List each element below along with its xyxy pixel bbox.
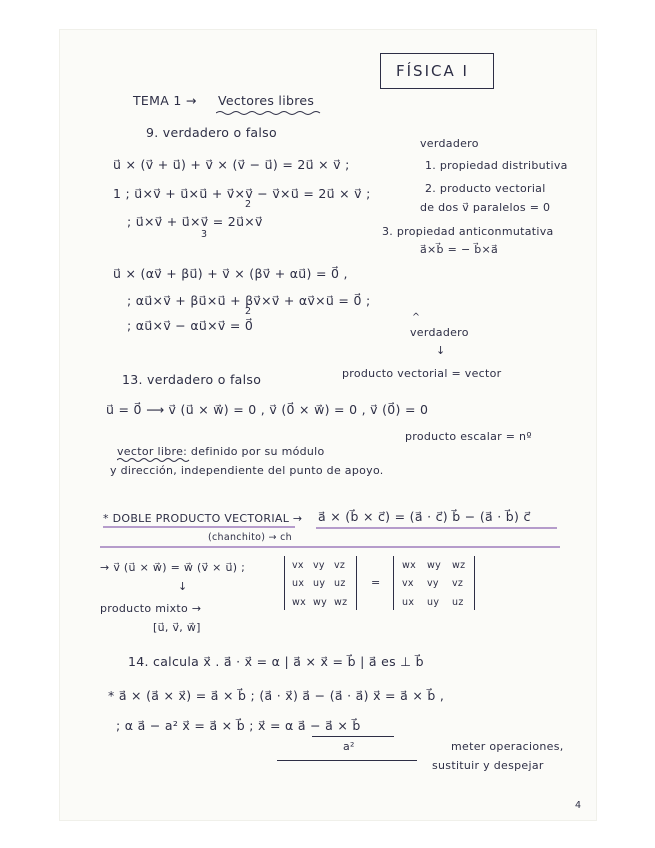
ex9-heading: 9. verdadero o falso bbox=[146, 125, 277, 140]
ex9b-line1: u⃗ × (αv⃗ + βu⃗) + v⃗ × (βv⃗ + αu⃗) = 0⃗ , bbox=[113, 266, 348, 281]
det2-cell: wy bbox=[427, 560, 441, 571]
ex13-line1: u⃗ = 0⃗ ⟶ v⃗ (u⃗ × w⃗) = 0 , v⃗ (0⃗ × w⃗) = 0 , v⃗ (0⃗) = 0 bbox=[106, 402, 429, 417]
det1-cell: vx bbox=[292, 560, 304, 571]
det2-cell: vx bbox=[402, 578, 414, 589]
ex14-line1: * a⃗ × (a⃗ × x⃗) = a⃗ × b⃗ ; (a⃗ · x⃗) a⃗ − (a⃗ · a⃗) x⃗ = a⃗ × b⃗ , bbox=[108, 688, 445, 703]
result-underline bbox=[277, 760, 417, 761]
ex9-note3b: a⃗×b⃗ = − b⃗×a⃗ bbox=[420, 243, 499, 256]
ex13-def1: vector libre: definido por su módulo bbox=[117, 445, 325, 458]
det2-left-bar bbox=[393, 556, 394, 610]
det1-cell: uz bbox=[334, 578, 346, 589]
det1-cell: uy bbox=[313, 578, 326, 589]
det1-cell: wx bbox=[292, 597, 306, 608]
doble-formula-underline bbox=[316, 527, 557, 529]
det2-cell: vy bbox=[427, 578, 439, 589]
det-equals: = bbox=[371, 576, 381, 589]
det2-cell: uy bbox=[427, 597, 440, 608]
ex9-sub3: 3 bbox=[201, 229, 208, 240]
ex13-note-bottom: producto escalar = nº bbox=[405, 430, 532, 443]
det1-cell: ux bbox=[292, 578, 305, 589]
ex9-note1: 1. propiedad distributiva bbox=[425, 159, 568, 172]
ex9-sub2: 2 bbox=[245, 199, 252, 210]
det2-cell: wz bbox=[452, 560, 466, 571]
doble-label: * DOBLE PRODUCTO VECTORIAL → bbox=[103, 512, 303, 525]
ex9-line2: 1 ; u⃗×v⃗ + u⃗×u⃗ + v⃗×v⃗ − v⃗×u⃗ = 2u⃗ × v⃗ ; bbox=[113, 186, 371, 201]
page-title: FÍSICA I bbox=[396, 62, 469, 80]
fraction-bar bbox=[312, 736, 394, 737]
ex14-note2: sustituir y despejar bbox=[432, 759, 544, 772]
ex9b-arrow-up: ^ bbox=[412, 312, 421, 323]
wavy-underline bbox=[216, 110, 324, 116]
det2-cell: vz bbox=[452, 578, 464, 589]
ex13-note-top: producto vectorial = vector bbox=[342, 367, 502, 380]
page-number: 4 bbox=[575, 800, 582, 811]
doble-formula: a⃗ × (b⃗ × c⃗) = (a⃗ · c⃗) b⃗ − (a⃗ · b⃗) c⃗ bbox=[318, 509, 531, 524]
det2-cell: uz bbox=[452, 597, 464, 608]
section-divider bbox=[100, 546, 560, 548]
ex9b-answer: verdadero bbox=[410, 326, 469, 339]
ex14-denominator: a² bbox=[343, 740, 355, 753]
det1-cell: vz bbox=[334, 560, 346, 571]
det1-cell: wy bbox=[313, 597, 327, 608]
det1-left-bar bbox=[284, 556, 285, 610]
ex14-heading: 14. calcula x⃗ . a⃗ · x⃗ = α | a⃗ × x⃗ = b⃗ | a⃗ es ⊥ b⃗ bbox=[128, 654, 424, 669]
ex9b-line2: ; αu⃗×v⃗ + βu⃗×u⃗ + βv⃗×v⃗ + αv⃗×u⃗ = 0⃗ ; bbox=[127, 293, 371, 308]
mixto-notation: [u⃗, v⃗, w⃗] bbox=[153, 621, 201, 634]
tema-label: TEMA 1 → bbox=[133, 93, 197, 108]
ex14-note1: meter operaciones, bbox=[451, 740, 564, 753]
mixto-line: → v⃗ (u⃗ × w⃗) = w⃗ (v⃗ × u⃗) ; bbox=[100, 561, 246, 574]
det1-cell: vy bbox=[313, 560, 325, 571]
ex9b-line3: ; αu⃗×v⃗ − αu⃗×v⃗ = 0⃗ bbox=[127, 318, 254, 333]
ex14-line2: ; α a⃗ − a² x⃗ = a⃗ × b⃗ ; x⃗ = α a⃗ − a⃗ × b⃗ bbox=[116, 718, 361, 733]
ex9b-sub2: 2 bbox=[245, 306, 252, 317]
doble-label-underline bbox=[103, 526, 295, 528]
ex9b-arrow-down: ↓ bbox=[436, 344, 446, 357]
ex9-note2b: de dos v⃗ paralelos = 0 bbox=[420, 201, 551, 214]
doble-hint: (chanchito) → ch bbox=[208, 532, 292, 543]
mixto-arrow: ↓ bbox=[178, 580, 188, 593]
det2-right-bar bbox=[474, 556, 475, 610]
ex13-def2: y dirección, independiente del punto de apoyo. bbox=[110, 464, 384, 477]
wavy-underline-vector-libre bbox=[117, 457, 192, 463]
det1-right-bar bbox=[356, 556, 357, 610]
ex9-line1: u⃗ × (v⃗ + u⃗) + v⃗ × (v⃗ − u⃗) = 2u⃗ × v⃗ ; bbox=[113, 157, 350, 172]
mixto-label: producto mixto → bbox=[100, 602, 202, 615]
ex9-note2: 2. producto vectorial bbox=[425, 182, 546, 195]
ex9-line3: ; u⃗×v⃗ + u⃗×v⃗ = 2u⃗×v⃗ bbox=[127, 214, 263, 229]
det1-cell: wz bbox=[334, 597, 348, 608]
ex13-heading: 13. verdadero o falso bbox=[122, 372, 262, 387]
ex9-answer: verdadero bbox=[420, 137, 479, 150]
det2-cell: ux bbox=[402, 597, 415, 608]
tema-subject: Vectores libres bbox=[218, 93, 315, 108]
ex9-note3: 3. propiedad anticonmutativa bbox=[382, 225, 554, 238]
det2-cell: wx bbox=[402, 560, 416, 571]
